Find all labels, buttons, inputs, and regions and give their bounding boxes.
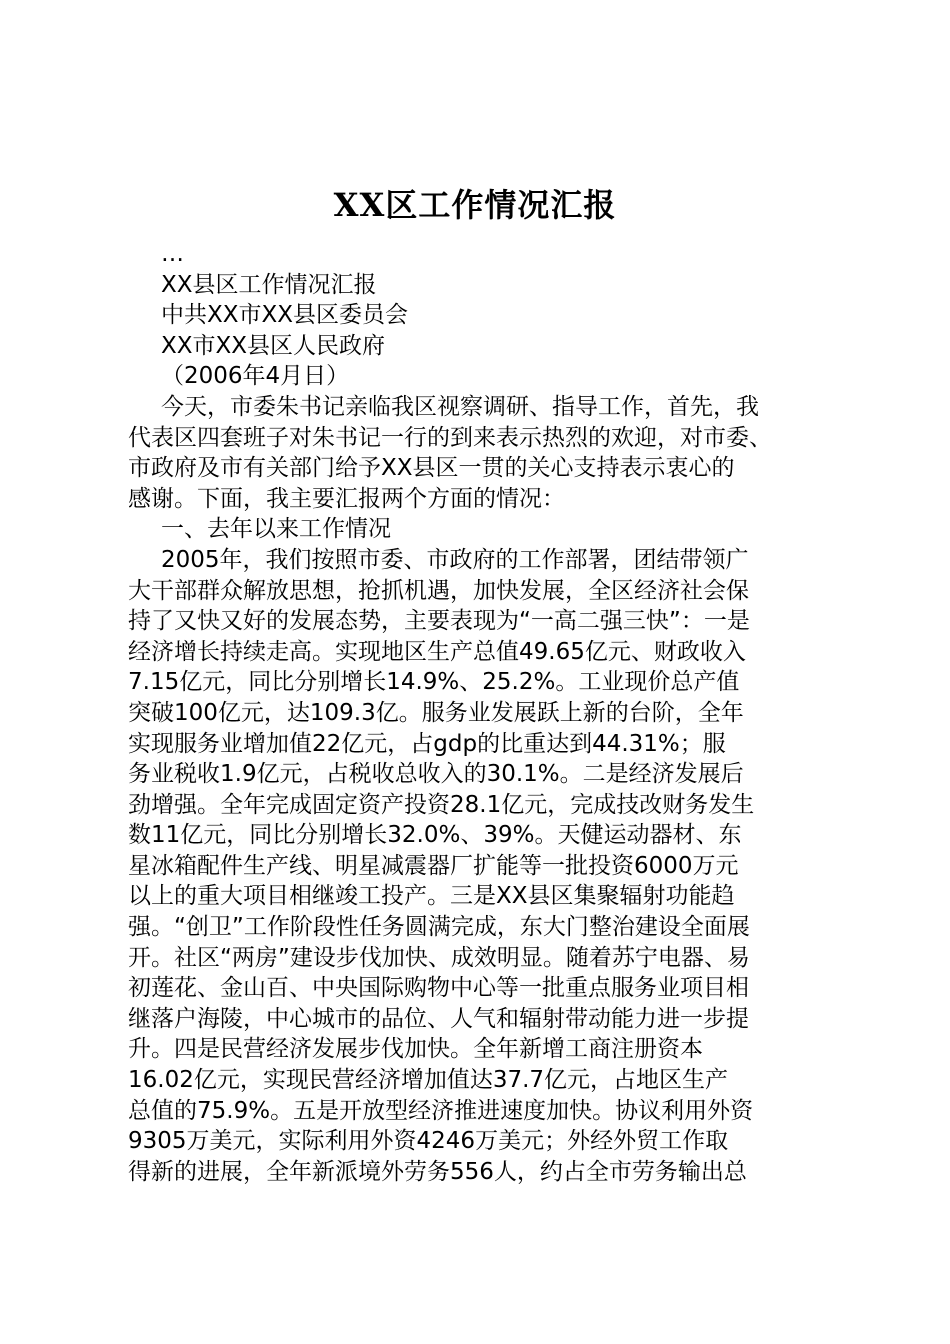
paragraph-line: 务业税收1.9亿元，占税收总收入的30.1%。二是经济发展后 bbox=[128, 761, 744, 788]
paragraph-line: 总值的75.9%。五是开放型经济推进速度加快。协议利用外资 bbox=[128, 1097, 754, 1124]
paragraph-line: 以上的重大项目相继竣工投产。三是XX县区集聚辐射功能趋 bbox=[128, 883, 735, 910]
paragraph-line: 继落户海陵，中心城市的品位、人气和辐射带动能力进一步提 bbox=[128, 1005, 749, 1032]
document-title: XX区工作情况汇报 bbox=[333, 186, 617, 224]
author-committee-line: 中共XX市XX县区委员会 bbox=[161, 302, 409, 329]
paragraph-line: 16.02亿元，实现民营经济增加值达37.7亿元，占地区生产 bbox=[128, 1067, 729, 1094]
section-heading: 一、去年以来工作情况 bbox=[161, 516, 391, 543]
paragraph-line: 大干部群众解放思想，抢抓机遇，加快发展，全区经济社会保 bbox=[128, 577, 749, 604]
paragraph-line: 强。“创卫”工作阶段性任务圆满完成，东大门整治建设全面展 bbox=[128, 914, 750, 941]
paragraph-line: 初莲花、金山百、中央国际购物中心等一批重点服务业项目相 bbox=[128, 975, 749, 1002]
paragraph-line: 今天，市委朱书记亲临我区视察调研、指导工作，首先，我 bbox=[161, 393, 759, 420]
paragraph-line: 代表区四套班子对朱书记一行的到来表示热烈的欢迎，对市委、 bbox=[128, 424, 772, 451]
document-body bbox=[128, 239, 834, 1187]
paragraph-line: 感谢。下面，我主要汇报两个方面的情况： bbox=[128, 485, 565, 512]
paragraph-line: 劲增强。全年完成固定资产投资28.1亿元，完成技改财务发生 bbox=[128, 791, 755, 818]
paragraph-line: 突破100亿元，达109.3亿。服务业发展跃上新的台阶，全年 bbox=[128, 699, 744, 726]
paragraph-line: 7.15亿元，同比分别增长14.9%、25.2%。工业现价总产值 bbox=[128, 669, 740, 696]
paragraph-line: 升。四是民营经济发展步伐加快。全年新增工商注册资本 bbox=[128, 1036, 703, 1063]
subtitle-line: XX县区工作情况汇报 bbox=[161, 271, 377, 298]
paragraph-line: 9305万美元，实际利用外资4246万美元；外经外贸工作取 bbox=[128, 1128, 729, 1155]
paragraph-line: 开。社区“两房”建设步伐加快、成效明显。随着苏宁电器、易 bbox=[128, 944, 750, 971]
paragraph-line: 数11亿元，同比分别增长32.0%、39%。天健运动器材、东 bbox=[128, 822, 742, 849]
paragraph-line: 得新的进展，全年新派境外劳务556人，约占全市劳务输出总 bbox=[128, 1158, 747, 1185]
ellipsis-line: … bbox=[161, 241, 184, 267]
paragraph-line: 实现服务业增加值22亿元，占gdp的比重达到44.31%；服 bbox=[128, 730, 726, 757]
paragraph-line: 星冰箱配件生产线、明星减震器厂扩能等一批投资6000万元 bbox=[128, 852, 739, 879]
paragraph-line: 持了又快又好的发展态势，主要表现为“一高二强三快”：一是 bbox=[128, 608, 750, 635]
author-government-line: XX市XX县区人民政府 bbox=[161, 332, 386, 359]
paragraph-line: 2005年，我们按照市委、市政府的工作部署，团结带领广 bbox=[161, 546, 749, 573]
paragraph-line: 经济增长持续走高。实现地区生产总值49.65亿元、财政收入 bbox=[128, 638, 746, 665]
date-line: （2006年4月日） bbox=[161, 363, 350, 390]
paragraph-line: 市政府及市有关部门给予XX县区一贯的关心支持表示衷心的 bbox=[128, 455, 735, 482]
